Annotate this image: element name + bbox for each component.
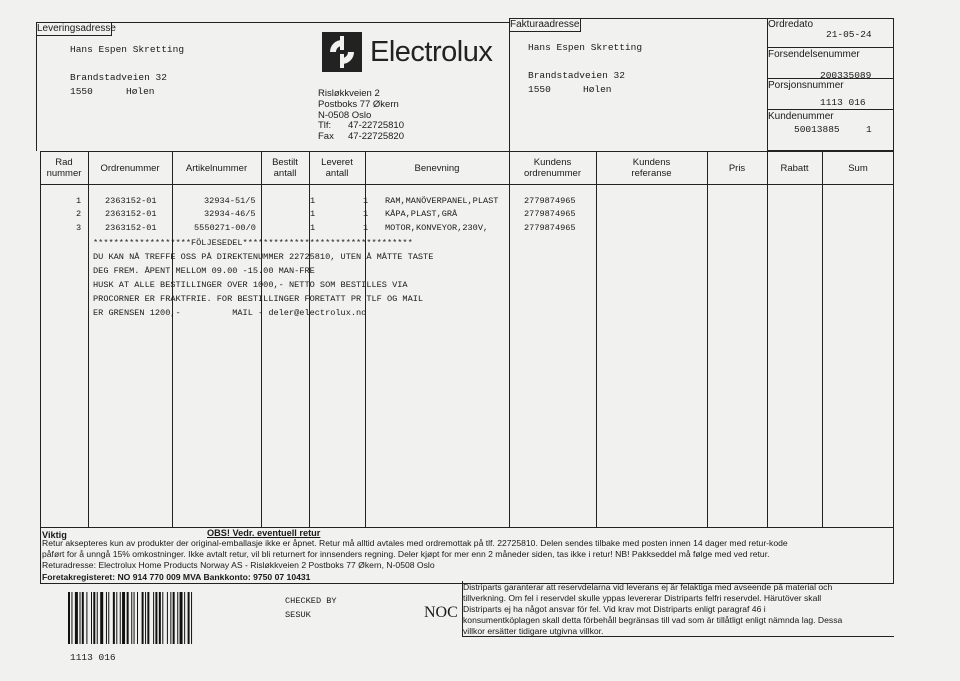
barcode-bar <box>116 592 117 644</box>
header-leveret-line-2: antall <box>325 168 349 179</box>
checked-by-label: CHECKED BY <box>285 596 337 606</box>
barcode-bar <box>177 592 178 644</box>
company-phone-label: Tlf: <box>318 120 332 132</box>
header-kundens-ordre-line-2: ordrenummer <box>523 168 582 179</box>
company-phone-value: 47-22725810 <box>348 120 404 132</box>
barcode-bar <box>137 592 138 644</box>
header-rad-line-2: nummer <box>46 168 82 179</box>
checked-by-signature: SESUK <box>285 610 311 620</box>
barcode-bar <box>131 592 132 644</box>
invoice-street: Brandstadveien 32 <box>528 70 625 81</box>
delivery-postcode: 1550 <box>70 86 93 97</box>
noc-stamp: NOC <box>424 604 458 621</box>
col-divider-9 <box>767 151 768 528</box>
barcode-bar <box>108 592 109 644</box>
footer-line-3: Returadresse: Electrolux Home Products Norway AS - Risløkkveien 2 Postboks 77 Økern, N-0508 Oslo <box>42 560 435 570</box>
delivery-label: Leveringsadresse <box>37 23 116 34</box>
order-lines-table <box>40 151 894 528</box>
row-1-artikelnummer: 32934-51/5 <box>204 196 256 206</box>
customer-number-label: Kundenummer <box>768 111 834 122</box>
col-divider-7 <box>596 151 597 528</box>
order-info-divider-3 <box>767 109 894 110</box>
row-1-leveret: 1 <box>363 196 369 206</box>
header-ordrenummer: Ordrenummer <box>100 163 160 174</box>
delivery-street: Brandstadveien 32 <box>70 72 167 83</box>
col-divider-3 <box>261 151 262 528</box>
barcode-bar <box>167 592 168 644</box>
col-divider-8 <box>707 151 708 528</box>
header-leveret <box>309 157 365 179</box>
barcode-bar <box>134 592 135 644</box>
barcode-bar <box>106 592 107 644</box>
row-3-ordrenummer: 2363152-01 <box>105 223 157 233</box>
barcode-bar <box>120 592 121 644</box>
disclaimer-line-4: konsumentköplagen skall detta förbehåll begränsas till vad som är tillåtligt enligt nämnda lag. Dessa <box>463 615 843 625</box>
barcode-bar <box>184 592 185 644</box>
barcode-bar <box>91 592 92 644</box>
company-address-line-1: Risløkkveien 2 <box>318 88 380 99</box>
shipment-number-label: Forsendelsenummer <box>768 49 860 60</box>
row-2-leveret: 1 <box>363 209 369 219</box>
barcode-bar <box>122 592 125 644</box>
barcode-bar <box>93 592 95 644</box>
barcode-bar <box>71 592 72 644</box>
barcode-bar <box>145 592 146 644</box>
footer-register: Foretakregisteret: NO 914 770 009 MVA Bankkonto: 9750 07 10431 <box>42 572 311 582</box>
header-leveret-line-1: Leveret <box>321 157 353 168</box>
col-divider-10 <box>822 151 823 528</box>
barcode-bar <box>97 592 98 644</box>
packing-note-line-3: DEG FREM. ÅPENT MELLOM 09.00 -15.00 MAN-FRE <box>93 266 315 276</box>
row-3-artikelnummer: 5550271-00/0 <box>194 223 256 233</box>
customer-number-suffix: 1 <box>866 124 872 135</box>
order-date-value: 21-05-24 <box>826 29 872 40</box>
header-kundens-referanse <box>596 157 707 179</box>
col-divider-4 <box>309 151 310 528</box>
header-artikelnummer: Artikelnummer <box>185 163 248 174</box>
header-rad-line-1: Rad <box>55 157 73 168</box>
barcode-bar <box>127 592 129 644</box>
customer-number-value: 50013885 <box>794 124 840 135</box>
company-address-line-3: N-0508 Oslo <box>318 109 372 121</box>
invoice-postcode: 1550 <box>528 84 551 95</box>
row-3-rad: 3 <box>76 223 82 233</box>
row-2-rad: 2 <box>76 209 82 219</box>
header-pris: Pris <box>728 163 746 174</box>
delivery-city: Hølen <box>126 86 155 97</box>
disclaimer-line-1: Distriparts garanterar att reservdelarna vid leverans ej är felaktiga med avseende på material och <box>463 582 833 592</box>
header-bestilt-line-2: antall <box>273 168 297 179</box>
col-divider-2 <box>172 151 173 528</box>
portion-number-value: 1113 016 <box>820 97 866 108</box>
packing-note-line-5: PROCORNER ER FRAKTFRIE. FOR BESTILLINGER FORETATT PR TLF OG MAIL <box>93 294 424 304</box>
company-fax <box>318 132 404 143</box>
header-bestilt <box>261 157 309 179</box>
barcode-bar <box>82 592 84 644</box>
order-date-label: Ordredato <box>768 19 814 30</box>
portion-number-label: Porsjonsnummer <box>768 80 844 91</box>
barcode-bar <box>162 592 163 644</box>
header-benevning: Benevning <box>414 163 460 174</box>
barcode-bar <box>173 592 175 644</box>
packing-note-line-4: HUSK AT ALLE BESTILLINGER OVER 1000,- NETTO SOM BESTILLES VIA <box>93 280 408 290</box>
electrolux-logo <box>322 32 502 72</box>
disclaimer-line-2: tillverkning. Om fel i reservdel skulle yppas levererar Distriparts felfri reservdel. Härutöver skall <box>463 593 822 603</box>
barcode-bar <box>147 592 149 644</box>
barcode-bar <box>153 592 154 644</box>
header-bestilt-line-1: Bestilt <box>272 157 298 168</box>
row-2-kundens-ordrenummer: 2779874965 <box>524 209 576 219</box>
row-1-benevning: RAM,MANÖVERPANEL,PLAST <box>385 196 499 206</box>
row-1-bestilt: 1 <box>310 196 316 206</box>
barcode-bar <box>170 592 171 644</box>
row-2-artikelnummer: 32934-46/5 <box>204 209 256 219</box>
packing-note-line-1: *******************FÖLJESEDEL********************************* <box>93 238 413 248</box>
barcode-bar <box>80 592 81 644</box>
company-address-line-2: Postboks 77 Økern <box>318 98 399 110</box>
col-divider-5 <box>363 151 369 528</box>
header-kundens-ref-line-2: referanse <box>631 168 672 179</box>
footer-line-2: påført for å unngå 15% omkostninger. Ikke avtalt retur, vil bli returnert for innsenders regning. Deler kjøpt for mer enn 2 måneder siden, tas ikke i retur! NB! Pakkseddel må følge med ved retur. <box>42 549 770 559</box>
barcode-bar <box>75 592 78 644</box>
row-1-kundens-ordrenummer: 2779874965 <box>524 196 576 206</box>
footer-viktig: Viktig <box>42 530 67 540</box>
barcode-bar <box>180 592 183 644</box>
company-address <box>318 89 404 143</box>
barcode-bar <box>142 592 144 644</box>
row-2-ordrenummer: 2363152-01 <box>105 209 157 219</box>
row-3-benevning: MOTOR,KONVEYOR,230V, <box>385 223 489 233</box>
header-sum: Sum <box>848 163 868 174</box>
row-3-bestilt: 1 <box>310 223 316 233</box>
disclaimer-line-5: villkor ersätter tidigare utgivna villkor. <box>463 626 604 636</box>
barcode-bar <box>100 592 103 644</box>
barcode-bar <box>68 592 70 644</box>
footer-line-1: Retur aksepteres kun av produkter der original-emballasje ikke er åpnet. Retur må alltid avtales med ordremottak på tlf. 22725810. Delen sendes tilbake med posten innen 14 dager med retur-kode <box>42 538 788 548</box>
packing-note-line-6: ER GRENSEN 1200,- MAIL - deler@electrolux.no <box>93 308 367 318</box>
row-2-benevning: KÅPA,PLAST,GRÅ <box>385 209 458 219</box>
barcode <box>68 592 228 644</box>
delivery-name: Hans Espen Skretting <box>70 44 185 55</box>
row-3-leveret: 1 <box>363 223 369 233</box>
footer-obs-heading: OBS! Vedr. eventuell retur <box>207 528 321 538</box>
barcode-bar <box>159 592 161 644</box>
company-fax-label: Fax <box>318 131 334 143</box>
table-header-divider <box>40 184 894 185</box>
shipment-number-value: 200335089 <box>820 70 872 81</box>
invoice-label: Fakturaadresse <box>510 19 580 30</box>
header-kundens-ref-line-1: Kundens <box>632 157 671 168</box>
electrolux-logo-text: Electrolux <box>370 36 493 68</box>
order-info-divider-1 <box>767 47 894 48</box>
electrolux-logo-icon <box>322 32 362 72</box>
row-1-rad: 1 <box>76 196 82 206</box>
invoice-name: Hans Espen Skretting <box>528 42 643 53</box>
header-rad <box>40 157 88 179</box>
company-fax-value: 47-22725820 <box>348 131 404 143</box>
barcode-bar <box>113 592 115 644</box>
packing-note-line-2: DU KAN NÅ TREFFE OSS PÅ DIREKTENUMMER 22725810, UTEN Å MÅTTE TASTE <box>93 252 434 262</box>
row-3-kundens-ordrenummer: 2779874965 <box>524 223 576 233</box>
barcode-bar <box>191 592 192 644</box>
header-rabatt: Rabatt <box>780 163 809 174</box>
barcode-bar <box>155 592 157 644</box>
row-2-bestilt: 1 <box>310 209 316 219</box>
header-kundens-ordre-line-1: Kundens <box>533 157 572 168</box>
row-1-ordrenummer: 2363152-01 <box>105 196 157 206</box>
header-kundens-ordrenummer <box>509 157 596 179</box>
barcode-graphic <box>68 592 228 644</box>
barcode-number: 1113 016 <box>70 652 116 663</box>
col-divider-6 <box>509 151 510 528</box>
invoice-city: Hølen <box>583 84 612 95</box>
disclaimer-line-3: Distriparts ej ha något ansvar för fel. Vid krav mot Distriparts enligt paragraf 46 i <box>463 604 766 614</box>
barcode-bar <box>188 592 190 644</box>
barcode-bar <box>86 592 87 644</box>
col-divider-1 <box>88 151 89 528</box>
